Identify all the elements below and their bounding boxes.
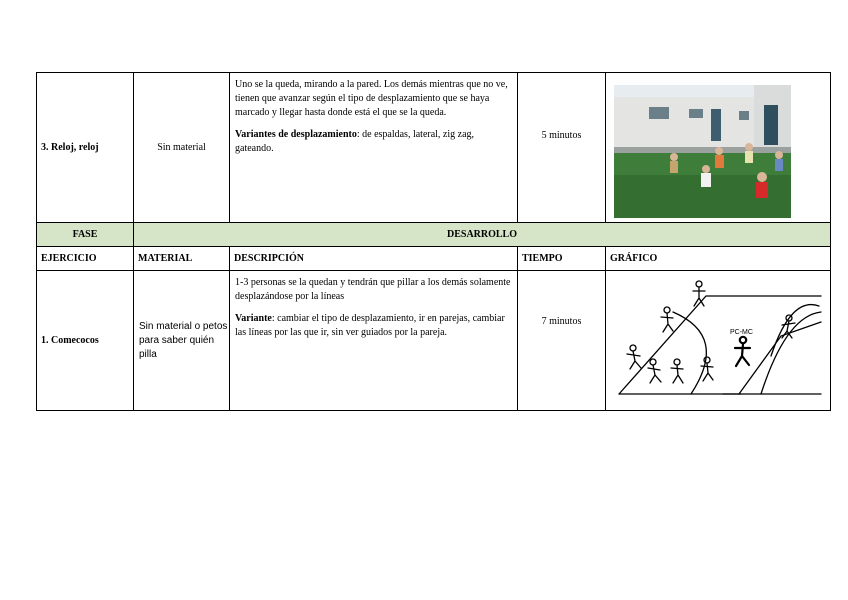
header-exercise: EJERCICIO bbox=[37, 247, 134, 271]
variant-label: Variantes de desplazamiento bbox=[235, 129, 357, 140]
variant-text: : de espaldas, lateral, zig zag, gateando. bbox=[235, 129, 475, 154]
variant-line bbox=[235, 312, 512, 340]
variant-line bbox=[235, 128, 512, 156]
exercise-material: Sin material o petos para saber quién pilla bbox=[134, 271, 230, 411]
exercise-graphic bbox=[606, 73, 831, 223]
exercise-name: 3. Reloj, reloj bbox=[37, 73, 134, 223]
exercise-name: 1. Comecocos bbox=[37, 271, 134, 411]
header-row bbox=[37, 247, 831, 271]
exercise-description bbox=[230, 271, 518, 411]
header-material: MATERIAL bbox=[134, 247, 230, 271]
phase-row bbox=[37, 223, 831, 247]
exercise-description bbox=[230, 73, 518, 223]
drawing-label: PC-MC bbox=[729, 328, 753, 336]
exercise-graphic bbox=[606, 271, 831, 411]
description-text: Uno se la queda, mirando a la pared. Los demás mientras que no ve, tienen que avanzar según el tipo de desplazamiento que se haya marcado y llegar hasta donde está el que se la queda. bbox=[235, 79, 508, 118]
photo-children-running-icon bbox=[614, 85, 791, 218]
description-text: 1-3 personas se la quedan y tendrán que pillar a los demás solamente desplazándose por la líneas bbox=[235, 277, 511, 302]
session-table bbox=[36, 72, 831, 411]
header-graphic: GRÁFICO bbox=[606, 247, 831, 271]
variant-label: Variante bbox=[235, 313, 272, 324]
exercise-time: 5 minutos bbox=[518, 73, 606, 223]
table-row bbox=[37, 73, 831, 223]
header-time: TIEMPO bbox=[518, 247, 606, 271]
phase-label: FASE bbox=[37, 223, 134, 247]
table-row bbox=[37, 271, 831, 411]
header-description: DESCRIPCIÓN bbox=[230, 247, 518, 271]
phase-value: DESARROLLO bbox=[134, 223, 831, 247]
exercise-time: 7 minutos bbox=[518, 271, 606, 411]
variant-text: : cambiar el tipo de desplazamiento, ir en parejas, cambiar las líneas por las que ir, sin ver guiados por la pareja. bbox=[235, 313, 505, 338]
stick-figures-on-lines-icon bbox=[611, 276, 826, 406]
exercise-material: Sin material bbox=[134, 73, 230, 223]
